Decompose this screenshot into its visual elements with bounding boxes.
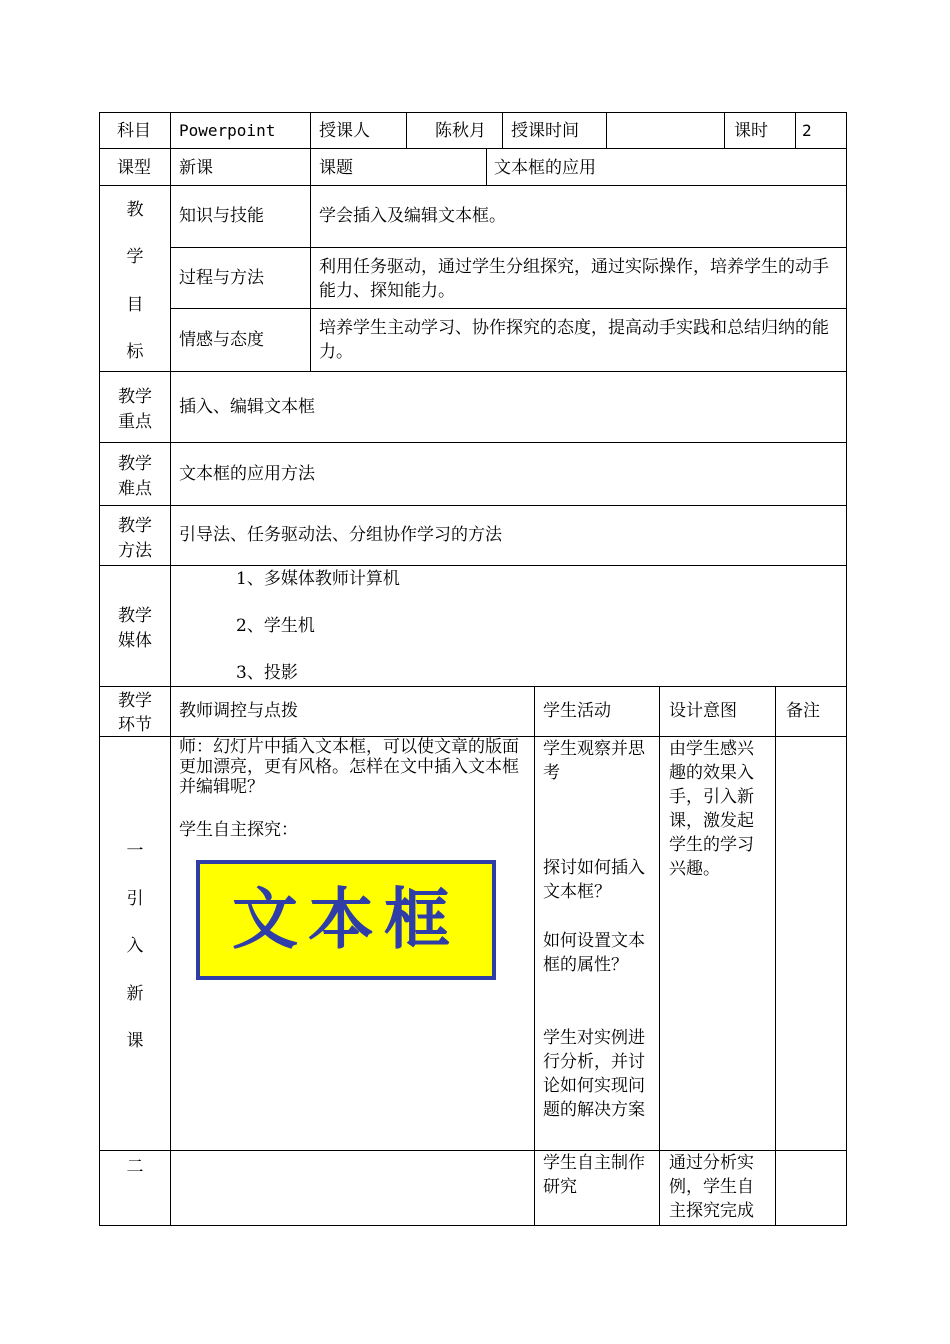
teacher-label: 授课人 <box>319 121 370 141</box>
design-intent-text: 由学生感兴趣的效果入手，引入新课，激发起学生的学习兴趣。 <box>669 739 754 879</box>
key-points-label-line: 教学 <box>118 387 152 407</box>
media-label-line: 教学 <box>118 606 152 626</box>
table-border <box>406 112 407 149</box>
type-label: 课型 <box>117 158 151 178</box>
table-border <box>606 112 607 149</box>
student-activity-text: 探讨如何插入文本框？ <box>543 858 645 902</box>
knowledge-text: 学会插入及编辑文本框。 <box>319 206 506 226</box>
table-border <box>502 112 503 149</box>
topic-label: 课题 <box>319 158 353 178</box>
media-label <box>100 565 170 686</box>
media-label-line: 媒体 <box>118 631 152 651</box>
student-activity-header: 学生活动 <box>543 701 611 721</box>
stage-two-design-text: 通过分析实例，学生自主探究完成 <box>669 1153 754 1221</box>
textbox-example-image <box>196 860 496 980</box>
objectives-label-char: 标 <box>126 342 144 362</box>
table-border <box>99 442 847 443</box>
stage-two-student-text: 学生自主制作研究 <box>543 1153 645 1197</box>
key-points-label-line: 重点 <box>118 412 152 432</box>
subject-label: 科目 <box>117 121 151 141</box>
table-border <box>170 112 171 1226</box>
table-border <box>99 1225 847 1226</box>
table-border <box>486 148 487 186</box>
student-activity-text: 学生观察并思考 <box>543 739 645 783</box>
student-activity-text: 学生对实例进行分析，并讨论如何实现问题的解决方案 <box>543 1028 645 1120</box>
key-points-label <box>100 371 170 442</box>
process-method-label: 过程与方法 <box>179 268 264 288</box>
hours-value: 2 <box>802 121 812 140</box>
table-border <box>99 371 847 372</box>
stage-header <box>100 686 170 736</box>
table-border <box>99 505 847 506</box>
teacher-value: 陈秋月 <box>435 121 486 141</box>
methods-text: 引导法、任务驱动法、分组协作学习的方法 <box>179 525 502 545</box>
table-border <box>534 686 535 1226</box>
difficulties-text: 文本框的应用方法 <box>179 464 315 484</box>
difficulties-label-line: 教学 <box>118 454 152 474</box>
stage-two-label <box>100 1150 170 1225</box>
objectives-label <box>100 185 170 371</box>
table-border <box>170 308 847 309</box>
hours-label: 课时 <box>734 121 768 141</box>
table-border <box>310 185 311 372</box>
stage-header-line: 环节 <box>118 715 152 735</box>
table-border <box>724 112 725 149</box>
methods-label-line: 方法 <box>118 541 152 561</box>
process-method-text: 利用任务驱动，通过学生分组探究，通过实际操作，培养学生的动手能力、探知能力。 <box>319 257 829 301</box>
media-item: 2、学生机 <box>236 616 315 636</box>
table-border <box>795 112 796 149</box>
table-border <box>99 112 847 113</box>
table-border <box>310 112 311 186</box>
stage-one-label-char: 新 <box>126 984 144 1004</box>
time-label: 授课时间 <box>511 121 579 141</box>
objectives-label-char: 教 <box>126 200 144 220</box>
key-points-text: 插入、编辑文本框 <box>179 397 315 417</box>
methods-label <box>100 505 170 565</box>
student-activity-text: 如何设置文本框的属性？ <box>543 931 645 975</box>
table-border <box>99 686 847 687</box>
table-border <box>99 148 847 149</box>
media-item: 3、投影 <box>236 663 298 683</box>
type-value: 新课 <box>179 158 213 178</box>
media-item: 1、多媒体教师计算机 <box>236 569 400 589</box>
table-border <box>170 247 847 248</box>
table-border <box>846 112 847 1226</box>
stage-one-label-char: 一 <box>126 841 144 861</box>
stage-one-label-char: 引 <box>126 889 144 909</box>
table-border <box>99 185 847 186</box>
subject-value: Powerpoint <box>179 121 276 140</box>
methods-label-line: 教学 <box>118 516 152 536</box>
objectives-label-char: 学 <box>126 247 144 267</box>
design-intent-header: 设计意图 <box>669 701 737 721</box>
table-border <box>99 565 847 566</box>
difficulties-label <box>100 442 170 505</box>
stage-one-label <box>100 736 170 1150</box>
knowledge-label: 知识与技能 <box>179 206 264 226</box>
topic-value: 文本框的应用 <box>494 158 596 178</box>
notes-header: 备注 <box>786 701 820 721</box>
difficulties-label-line: 难点 <box>118 479 152 499</box>
stage-one-label-char: 入 <box>126 936 144 956</box>
stage-two-label-char: 二 <box>126 1157 144 1177</box>
table-border <box>659 686 660 1226</box>
objectives-label-char: 目 <box>126 295 144 315</box>
stage-header-line: 教学 <box>118 691 152 711</box>
stage-one-label-char: 课 <box>126 1031 144 1051</box>
attitude-text: 培养学生主动学习、协作探究的态度，提高动手实践和总结归纳的能力。 <box>319 318 829 362</box>
teacher-guidance-header: 教师调控与点拨 <box>179 701 298 721</box>
table-border <box>775 686 776 1226</box>
attitude-label: 情感与态度 <box>179 330 264 350</box>
textbox-example-word: 文本框 <box>232 881 460 958</box>
teacher-explore-text: 学生自主探究： <box>179 820 298 840</box>
teacher-intro-text: 师：幻灯片中插入文本框，可以使文章的版面更加漂亮，更有风格。怎样在文中插入文本框并编辑呢？ <box>179 737 519 797</box>
